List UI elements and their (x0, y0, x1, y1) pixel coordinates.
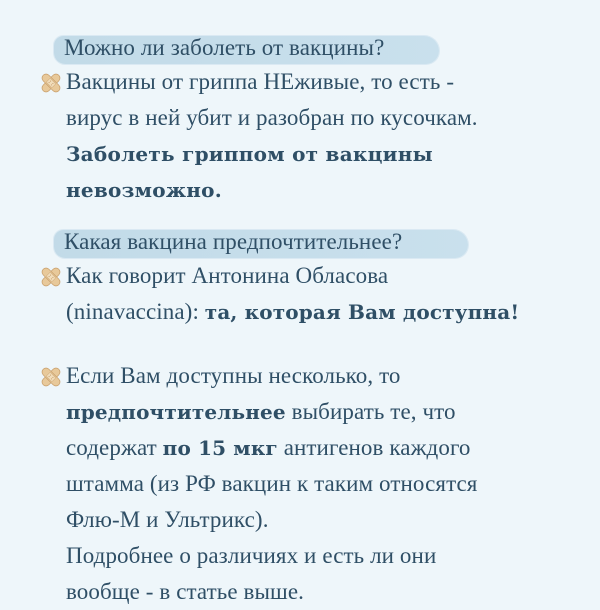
answer-2-bold: та, которая Вам доступна! (204, 300, 520, 324)
note-bold-1: предпочтительнее (66, 400, 286, 424)
note-line-2 (38, 394, 568, 430)
answer-1-bold-line-2: невозможно. (66, 178, 222, 202)
answer-1-line-1 (38, 64, 568, 100)
note-prefix-2: содержат (66, 435, 163, 460)
faq-block-2 (38, 226, 568, 330)
note-bold-2: по 15 мкг (162, 436, 278, 460)
bandage-icon (38, 258, 66, 289)
note-text-1: Если Вам доступны несколько, то (66, 363, 401, 388)
answer-1-text: Вакцины от гриппа НЕживые, то есть - (66, 69, 455, 94)
note-line-1 (38, 358, 568, 394)
note-line-6: Подробнее о различиях и есть ли они (66, 543, 437, 568)
note-line-5: Флю-М и Ультрикс). (66, 507, 269, 532)
bandage-icon (38, 358, 66, 389)
question-2-text: Какая вакцина предпочтительнее? (64, 229, 403, 254)
answer-2-text: Как говорит Антонина Обласова (66, 263, 389, 288)
bandage-icon (38, 64, 66, 95)
note-block (38, 358, 568, 610)
answer-2-prefix: (ninavaccina): (66, 299, 205, 324)
note-rest-2: антигенов каждого (277, 435, 471, 460)
note-rest-1: выбирать те, что (285, 399, 456, 424)
question-1 (64, 32, 568, 64)
answer-1-line-2: вирус в ней убит и разобран по кусочкам. (66, 105, 478, 130)
answer-2-line-1 (38, 258, 568, 294)
note-line-3 (38, 430, 568, 466)
answer-2-line-2 (38, 294, 568, 330)
faq-block-1 (38, 32, 568, 208)
answer-1-bold-line-1: Заболеть гриппом от вакцины (66, 142, 433, 166)
question-2 (64, 226, 568, 258)
note-line-4: штамма (из РФ вакцин к таким относятся (66, 471, 478, 496)
question-1-text: Можно ли заболеть от вакцины? (64, 35, 385, 60)
note-line-7: вообще - в статье выше. (66, 579, 305, 604)
